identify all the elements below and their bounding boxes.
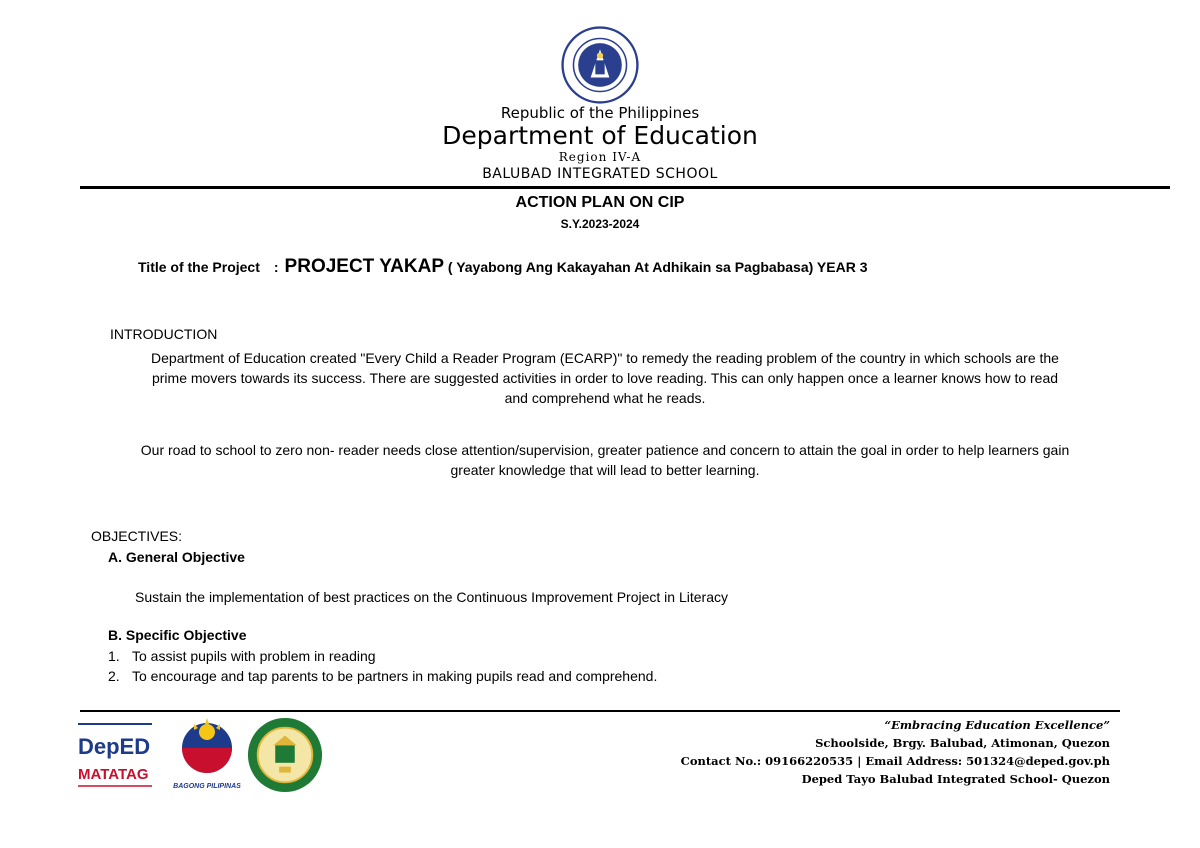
header-divider (80, 186, 1170, 189)
project-label: Title of the Project (138, 259, 260, 275)
list-item (108, 648, 376, 664)
list-item-text: To assist pupils with problem in reading (132, 648, 376, 664)
list-item-number: 1. (108, 648, 120, 664)
footer-facebook: Deped Tayo Balubad Integrated School- Quezon (801, 772, 1110, 786)
plan-title: ACTION PLAN ON CIP (515, 194, 685, 211)
school-name: BALUBAD INTEGRATED SCHOOL (482, 166, 718, 182)
list-item-number: 2. (108, 668, 120, 684)
school-year: S.Y.2023-2024 (560, 217, 640, 231)
general-objective-heading: A. General Objective (108, 549, 245, 565)
republic-label: Republic of the Philippines (500, 104, 700, 122)
matatag-logo-text: MATATAG (78, 766, 149, 783)
project-separator: : (273, 259, 279, 275)
bagong-pilipinas-logo (172, 718, 242, 792)
project-title-line (138, 256, 868, 278)
footer-contact-block (600, 716, 1110, 788)
footer-address: Schoolside, Brgy. Balubad, Atimonan, Quezon (815, 736, 1110, 750)
objectives-heading: OBJECTIVES: (91, 528, 183, 544)
department-label: Department of Education (442, 121, 758, 150)
specific-objective-heading: B. Specific Objective (108, 627, 247, 643)
deped-seal-logo (561, 26, 639, 104)
general-objective-text: Sustain the implementation of best practices on the Continuous Improvement Project in Literacy (135, 589, 728, 605)
introduction-heading: INTRODUCTION (110, 326, 218, 342)
bagong-logo-text: BAGONG PILIPINAS (173, 783, 241, 790)
deped-logo-text: DepED (78, 734, 151, 759)
footer-motto: “Embracing Education Excellence” (884, 718, 1110, 732)
introduction-paragraph-1: Department of Education created "Every Child a Reader Program (ECARP)" to remedy the reading problem of the country in which schools are the prime movers towards its success. There are suggested activities in order to love reading. This can only happen once a learner knows how to read and comprehend what he reads. (151, 350, 1059, 406)
project-name: PROJECT YAKAP (284, 256, 444, 277)
deped-matatag-logo (78, 722, 156, 794)
list-item-text: To encourage and tap parents to be partners in making pupils read and comprehend. (132, 668, 658, 684)
project-subtitle: ( Yayabong Ang Kakayahan At Adhikain sa Pagbabasa) YEAR 3 (447, 259, 868, 275)
list-item (108, 668, 657, 684)
introduction-paragraph-2: Our road to school to zero non- reader needs close attention/supervision, greater patience and concern to attain the goal in order to help learners gain greater knowledge that will lead to better learning. (140, 442, 1070, 478)
school-seal-logo (246, 716, 324, 794)
footer-divider (80, 710, 1120, 712)
region-label: Region IV-A (558, 150, 642, 164)
footer-contact: Contact No.: 09166220535 | Email Address: 501324@deped.gov.ph (680, 754, 1110, 768)
